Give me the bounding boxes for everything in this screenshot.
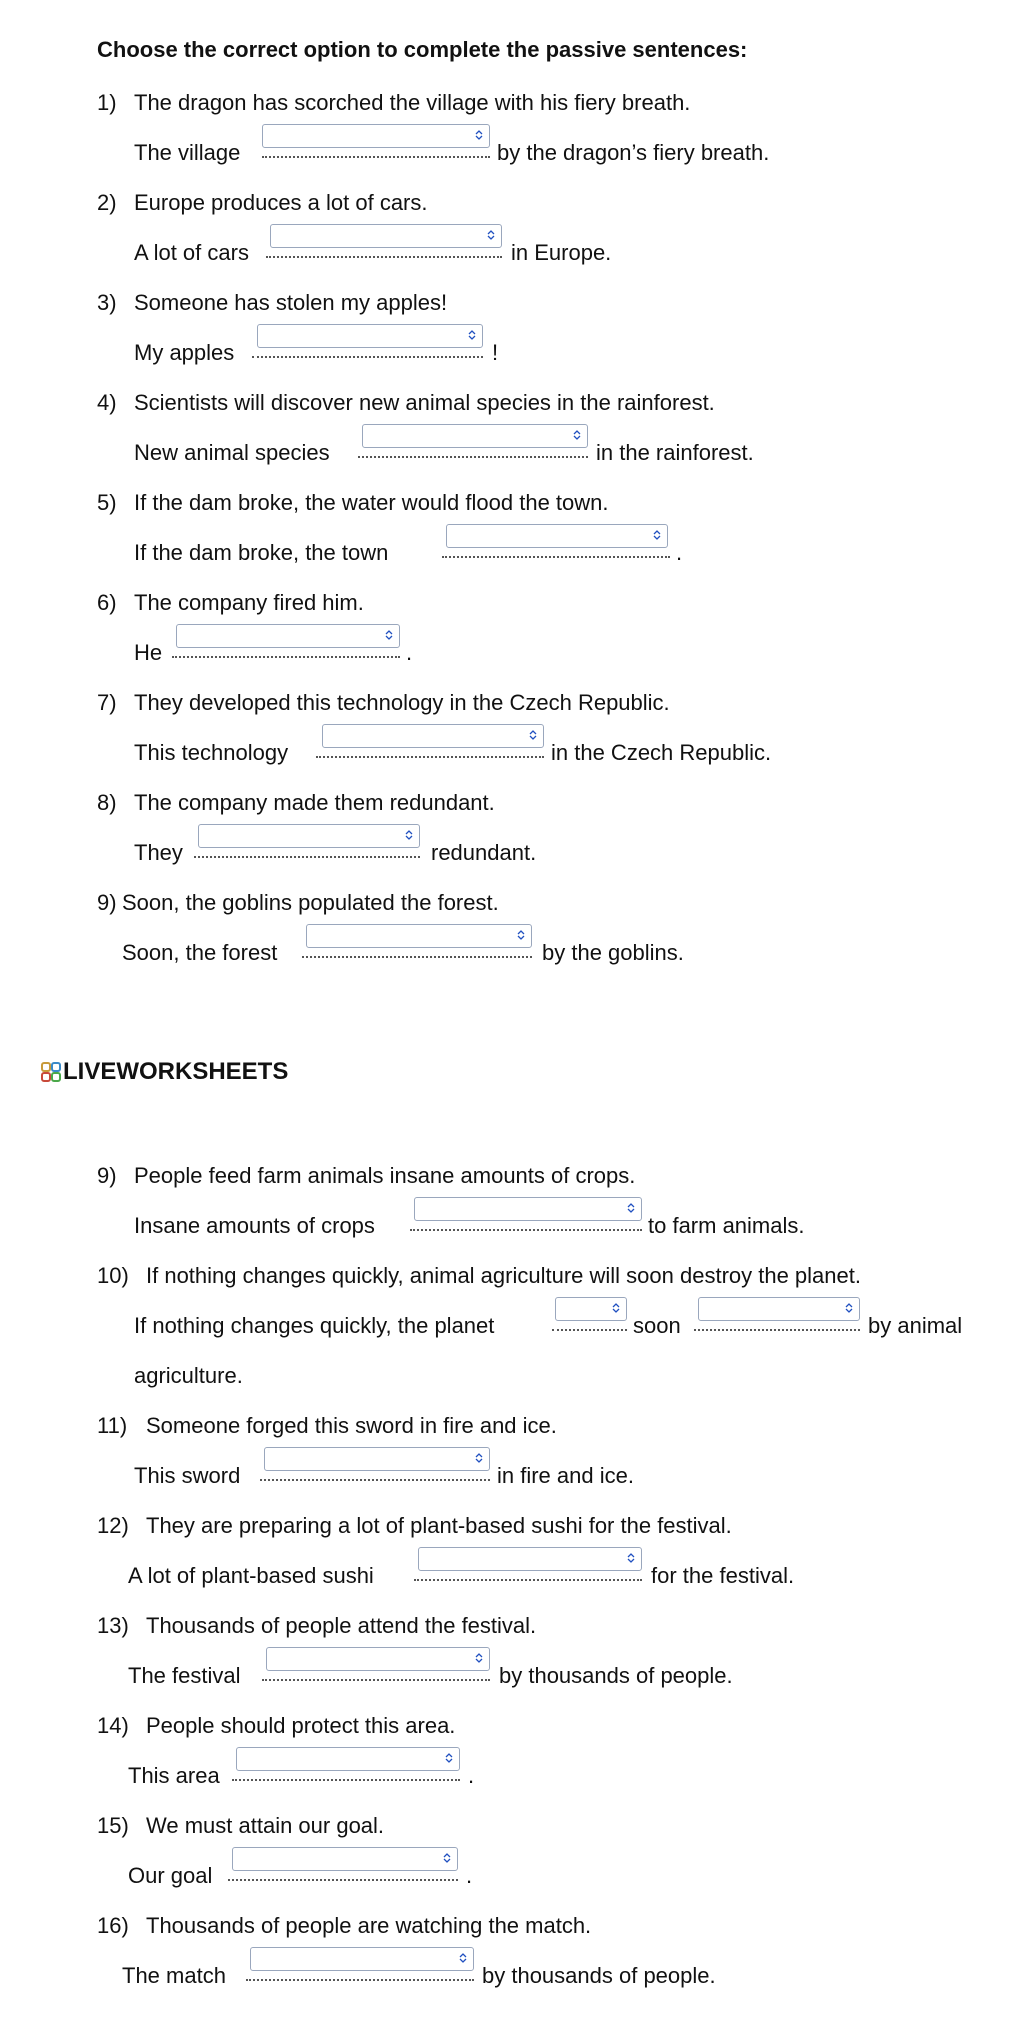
answer-dotted-line bbox=[232, 1779, 460, 1781]
answer-dotted-line bbox=[252, 356, 483, 358]
source-sentence: Scientists will discover new animal species in the rainforest. bbox=[134, 390, 715, 415]
answer-select[interactable] bbox=[306, 924, 532, 948]
answer-prefix: He bbox=[134, 640, 163, 665]
answer-suffix: in Europe. bbox=[511, 240, 612, 265]
answer-suffix: to farm animals. bbox=[648, 1213, 805, 1238]
answer-prefix: My apples bbox=[134, 340, 235, 365]
answer-dotted-line bbox=[302, 956, 532, 958]
chevron-updown-icon bbox=[445, 1752, 453, 1764]
question-number: 14) bbox=[97, 1713, 129, 1738]
chevron-updown-icon bbox=[627, 1202, 635, 1214]
answer-select[interactable] bbox=[232, 1847, 458, 1871]
answer-prefix: The match bbox=[122, 1963, 226, 1988]
answer-suffix: . bbox=[468, 1763, 475, 1788]
answer-suffix-cont: agriculture. bbox=[134, 1363, 243, 1388]
answer-select[interactable] bbox=[414, 1197, 642, 1221]
chevron-updown-icon bbox=[845, 1302, 853, 1314]
question-number: 4) bbox=[97, 390, 117, 415]
answer-suffix: by thousands of people. bbox=[482, 1963, 716, 1988]
liveworksheets-logo: LIVEWORKSHEETS bbox=[63, 1058, 289, 1085]
answer-select[interactable] bbox=[266, 1647, 490, 1671]
answer-dotted-line bbox=[194, 856, 420, 858]
answer-suffix: . bbox=[406, 640, 413, 665]
answer-prefix: The village bbox=[134, 140, 241, 165]
answer-suffix: . bbox=[466, 1863, 473, 1888]
answer-dotted-line bbox=[246, 1979, 474, 1981]
chevron-updown-icon bbox=[405, 829, 413, 841]
question-number: 13) bbox=[97, 1613, 129, 1638]
answer-dotted-line bbox=[228, 1879, 458, 1881]
chevron-updown-icon bbox=[443, 1852, 451, 1864]
answer-prefix: If the dam broke, the town bbox=[134, 540, 389, 565]
source-sentence: People should protect this area. bbox=[146, 1713, 456, 1738]
answer-suffix: in fire and ice. bbox=[497, 1463, 634, 1488]
answer-suffix: ! bbox=[492, 340, 499, 365]
worksheet-title: Choose the correct option to complete the passive sentences: bbox=[97, 37, 748, 62]
liveworksheets-logo-icon bbox=[41, 1062, 61, 1082]
source-sentence: Someone forged this sword in fire and ice. bbox=[146, 1413, 557, 1438]
answer-prefix: Insane amounts of crops bbox=[134, 1213, 375, 1238]
answer-prefix: New animal species bbox=[134, 440, 330, 465]
answer-dotted-line bbox=[262, 1679, 490, 1681]
chevron-updown-icon bbox=[475, 1652, 483, 1664]
source-sentence: Thousands of people are watching the match. bbox=[146, 1913, 592, 1938]
answer-select[interactable] bbox=[262, 124, 490, 148]
answer-prefix: This sword bbox=[134, 1463, 241, 1488]
answer-dotted-line bbox=[266, 256, 502, 258]
source-sentence: Someone has stolen my apples! bbox=[134, 290, 448, 315]
question-number: 1) bbox=[97, 90, 117, 115]
answer-dotted-line bbox=[262, 156, 490, 158]
source-sentence: The dragon has scorched the village with his fiery breath. bbox=[134, 90, 691, 115]
question-number: 10) bbox=[97, 1263, 129, 1288]
chevron-updown-icon bbox=[487, 229, 495, 241]
chevron-updown-icon bbox=[529, 729, 537, 741]
answer-dotted-line bbox=[442, 556, 670, 558]
question-number: 6) bbox=[97, 590, 117, 615]
source-sentence: Thousands of people attend the festival. bbox=[146, 1613, 537, 1638]
question-number: 8) bbox=[97, 790, 117, 815]
source-sentence: If the dam broke, the water would flood the town. bbox=[134, 490, 609, 515]
answer-suffix: . bbox=[676, 540, 683, 565]
answer-suffix: by animal bbox=[868, 1313, 963, 1338]
chevron-updown-icon bbox=[612, 1302, 620, 1314]
chevron-updown-icon bbox=[573, 429, 581, 441]
answer-prefix: A lot of plant-based sushi bbox=[128, 1563, 374, 1588]
answer-select[interactable] bbox=[198, 824, 420, 848]
answer-select[interactable] bbox=[362, 424, 588, 448]
answer-dotted-line bbox=[410, 1229, 642, 1231]
answer-dotted-line bbox=[172, 656, 400, 658]
answer-suffix: redundant. bbox=[431, 840, 537, 865]
answer-dotted-line bbox=[316, 756, 544, 758]
answer-dotted-line bbox=[694, 1329, 860, 1331]
answer-suffix: by thousands of people. bbox=[499, 1663, 733, 1688]
chevron-updown-icon bbox=[475, 129, 483, 141]
answer-suffix: in the Czech Republic. bbox=[551, 740, 772, 765]
chevron-updown-icon bbox=[517, 929, 525, 941]
answer-mid: soon bbox=[633, 1313, 681, 1338]
answer-select[interactable] bbox=[250, 1947, 474, 1971]
chevron-updown-icon bbox=[385, 629, 393, 641]
question-number: 7) bbox=[97, 690, 117, 715]
chevron-updown-icon bbox=[653, 529, 661, 541]
answer-suffix: for the festival. bbox=[651, 1563, 795, 1588]
question-number: 12) bbox=[97, 1513, 129, 1538]
answer-select[interactable] bbox=[418, 1547, 642, 1571]
question-number: 16) bbox=[97, 1913, 129, 1938]
answer-prefix: This technology bbox=[134, 740, 289, 765]
source-sentence: If nothing changes quickly, animal agriculture will soon destroy the planet. bbox=[146, 1263, 861, 1288]
answer-dotted-line bbox=[260, 1479, 490, 1481]
answer-prefix: They bbox=[134, 840, 183, 865]
question-number: 2) bbox=[97, 190, 117, 215]
chevron-updown-icon bbox=[468, 329, 476, 341]
answer-select[interactable] bbox=[257, 324, 483, 348]
question-number: 9) bbox=[97, 890, 117, 915]
answer-prefix: Soon, the forest bbox=[122, 940, 278, 965]
answer-dotted-line bbox=[414, 1579, 642, 1581]
answer-prefix: A lot of cars bbox=[134, 240, 249, 265]
question-number: 5) bbox=[97, 490, 117, 515]
answer-prefix: The festival bbox=[128, 1663, 241, 1688]
source-sentence: We must attain our goal. bbox=[146, 1813, 385, 1838]
source-sentence: Europe produces a lot of cars. bbox=[134, 190, 428, 215]
source-sentence: Soon, the goblins populated the forest. bbox=[122, 890, 499, 915]
answer-dotted-line bbox=[552, 1329, 627, 1331]
answer-suffix: by the dragon’s fiery breath. bbox=[497, 140, 770, 165]
answer-suffix: in the rainforest. bbox=[596, 440, 754, 465]
chevron-updown-icon bbox=[475, 1452, 483, 1464]
answer-select-1[interactable] bbox=[555, 1297, 627, 1321]
answer-select[interactable] bbox=[270, 224, 502, 248]
answer-prefix: If nothing changes quickly, the planet bbox=[134, 1313, 495, 1338]
question-number: 3) bbox=[97, 290, 117, 315]
answer-select[interactable] bbox=[322, 724, 544, 748]
source-sentence: The company made them redundant. bbox=[134, 790, 495, 815]
answer-suffix: by the goblins. bbox=[542, 940, 684, 965]
chevron-updown-icon bbox=[459, 1952, 467, 1964]
question-number: 15) bbox=[97, 1813, 129, 1838]
source-sentence: They are preparing a lot of plant-based sushi for the festival. bbox=[146, 1513, 732, 1538]
chevron-updown-icon bbox=[627, 1552, 635, 1564]
source-sentence: The company fired him. bbox=[134, 590, 364, 615]
answer-prefix: This area bbox=[128, 1763, 220, 1788]
answer-select[interactable] bbox=[264, 1447, 490, 1471]
question-number: 9) bbox=[97, 1163, 117, 1188]
answer-select-2[interactable] bbox=[698, 1297, 860, 1321]
answer-select[interactable] bbox=[236, 1747, 460, 1771]
answer-prefix: Our goal bbox=[128, 1863, 213, 1888]
answer-select[interactable] bbox=[446, 524, 668, 548]
answer-select[interactable] bbox=[176, 624, 400, 648]
question-number: 11) bbox=[97, 1413, 128, 1438]
answer-dotted-line bbox=[358, 456, 588, 458]
source-sentence: People feed farm animals insane amounts of crops. bbox=[134, 1163, 636, 1188]
source-sentence: They developed this technology in the Czech Republic. bbox=[134, 690, 670, 715]
